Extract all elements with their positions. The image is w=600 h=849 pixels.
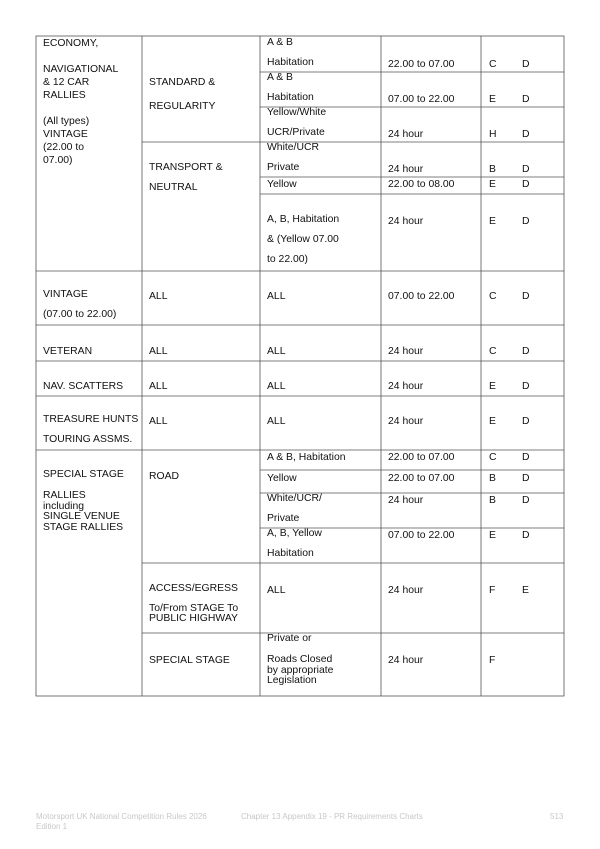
- road-type: White/UCR Private: [267, 142, 319, 173]
- time-period: 24 hour: [388, 129, 424, 140]
- grade-a: H: [489, 129, 497, 140]
- road-type: A & B Habitation: [267, 72, 314, 103]
- road-type: ALL: [267, 291, 286, 302]
- road-type: ALL: [267, 381, 286, 392]
- time-period: 24 hour: [388, 346, 424, 357]
- grade-a: E: [489, 179, 496, 190]
- road-type: A & B, Habitation: [267, 452, 346, 463]
- grade-b: D: [522, 381, 530, 392]
- grade-a: F: [489, 585, 496, 596]
- road-type: A, B, Habitation & (Yellow 07.00 to 22.00): [267, 214, 340, 265]
- grade-a: E: [489, 530, 496, 541]
- grade-b: D: [522, 530, 530, 541]
- grade-a: B: [489, 473, 496, 484]
- road-type: A, B, Yellow Habitation: [267, 528, 322, 559]
- category: ALL: [149, 381, 168, 392]
- event-type-veteran: VETERAN: [43, 346, 93, 357]
- road-type: Yellow: [267, 473, 297, 484]
- category: ALL: [149, 346, 168, 357]
- category-standard-regularity: STANDARD & REGULARITY: [149, 77, 216, 112]
- page-number: 513: [550, 812, 564, 821]
- grade-a: B: [489, 164, 496, 175]
- time-period: 22.00 to 07.00: [388, 473, 455, 484]
- category: ALL: [149, 291, 168, 302]
- grade-a: E: [489, 94, 496, 105]
- road-type: White/UCR/ Private: [267, 493, 322, 524]
- grade-a: E: [489, 416, 496, 427]
- time-period: 07.00 to 22.00: [388, 94, 455, 105]
- time-period: 24 hour: [388, 164, 424, 175]
- time-period: 22.00 to 07.00: [388, 59, 455, 70]
- grade-b: D: [522, 94, 530, 105]
- time-period: 24 hour: [388, 381, 424, 392]
- grade-b: E: [522, 585, 529, 596]
- time-period: 24 hour: [388, 655, 424, 666]
- grade-a: C: [489, 452, 497, 463]
- road-type: ALL: [267, 585, 286, 596]
- grade-b: D: [522, 495, 530, 506]
- road-type: Private or Roads Closed by appropriate Legislation: [267, 633, 334, 686]
- category-special-stage: SPECIAL STAGE: [149, 655, 230, 666]
- event-type-nav-scatters: NAV. SCATTERS: [43, 381, 124, 392]
- grade-a: C: [489, 346, 497, 357]
- event-type-economy: ECONOMY, NAVIGATIONAL & 12 CAR RALLIES (All types) VINTAGE (22.00 to 07.00): [43, 38, 119, 166]
- grade-b: D: [522, 473, 530, 484]
- grade-a: E: [489, 381, 496, 392]
- grade-b: D: [522, 59, 530, 70]
- category: ALL: [149, 416, 168, 427]
- time-period: 07.00 to 22.00: [388, 291, 455, 302]
- time-period: 22.00 to 08.00: [388, 179, 455, 190]
- time-period: 24 hour: [388, 585, 424, 596]
- road-type: A & B Habitation: [267, 37, 314, 68]
- category-access-egress: ACCESS/EGRESS To/From STAGE To PUBLIC HIGHWAY: [149, 583, 239, 624]
- grade-b: D: [522, 346, 530, 357]
- footer-chapter: Chapter 13 Appendix 19 - PR Requirements Charts: [241, 812, 423, 821]
- event-type-special-stage: SPECIAL STAGE RALLIES including SINGLE VENUE STAGE RALLIES: [43, 469, 124, 533]
- road-type: Yellow: [267, 179, 297, 190]
- grade-a: B: [489, 495, 496, 506]
- grade-b: D: [522, 129, 530, 140]
- time-period: 24 hour: [388, 416, 424, 427]
- grade-b: D: [522, 216, 530, 227]
- grade-b: D: [522, 452, 530, 463]
- grade-b: D: [522, 416, 530, 427]
- time-period: 22.00 to 07.00: [388, 452, 455, 463]
- event-type-vintage: VINTAGE (07.00 to 22.00): [43, 289, 117, 320]
- footer-rules-title: Motorsport UK National Competition Rules 2026 Edition 1: [36, 812, 207, 831]
- grade-a: F: [489, 655, 496, 666]
- road-type: ALL: [267, 416, 286, 427]
- grade-b: D: [522, 179, 530, 190]
- category-road: ROAD: [149, 471, 180, 482]
- grade-b: D: [522, 291, 530, 302]
- time-period: 24 hour: [388, 216, 424, 227]
- road-type: ALL: [267, 346, 286, 357]
- category-transport-neutral: TRANSPORT & NEUTRAL: [149, 162, 223, 193]
- event-type-treasure-hunts: TREASURE HUNTS TOURING ASSMS.: [43, 414, 139, 445]
- grade-b: D: [522, 164, 530, 175]
- time-period: 24 hour: [388, 495, 424, 506]
- time-period: 07.00 to 22.00: [388, 530, 455, 541]
- grade-a: C: [489, 291, 497, 302]
- road-type: Yellow/White UCR/Private: [267, 107, 327, 138]
- grade-a: E: [489, 216, 496, 227]
- grade-a: C: [489, 59, 497, 70]
